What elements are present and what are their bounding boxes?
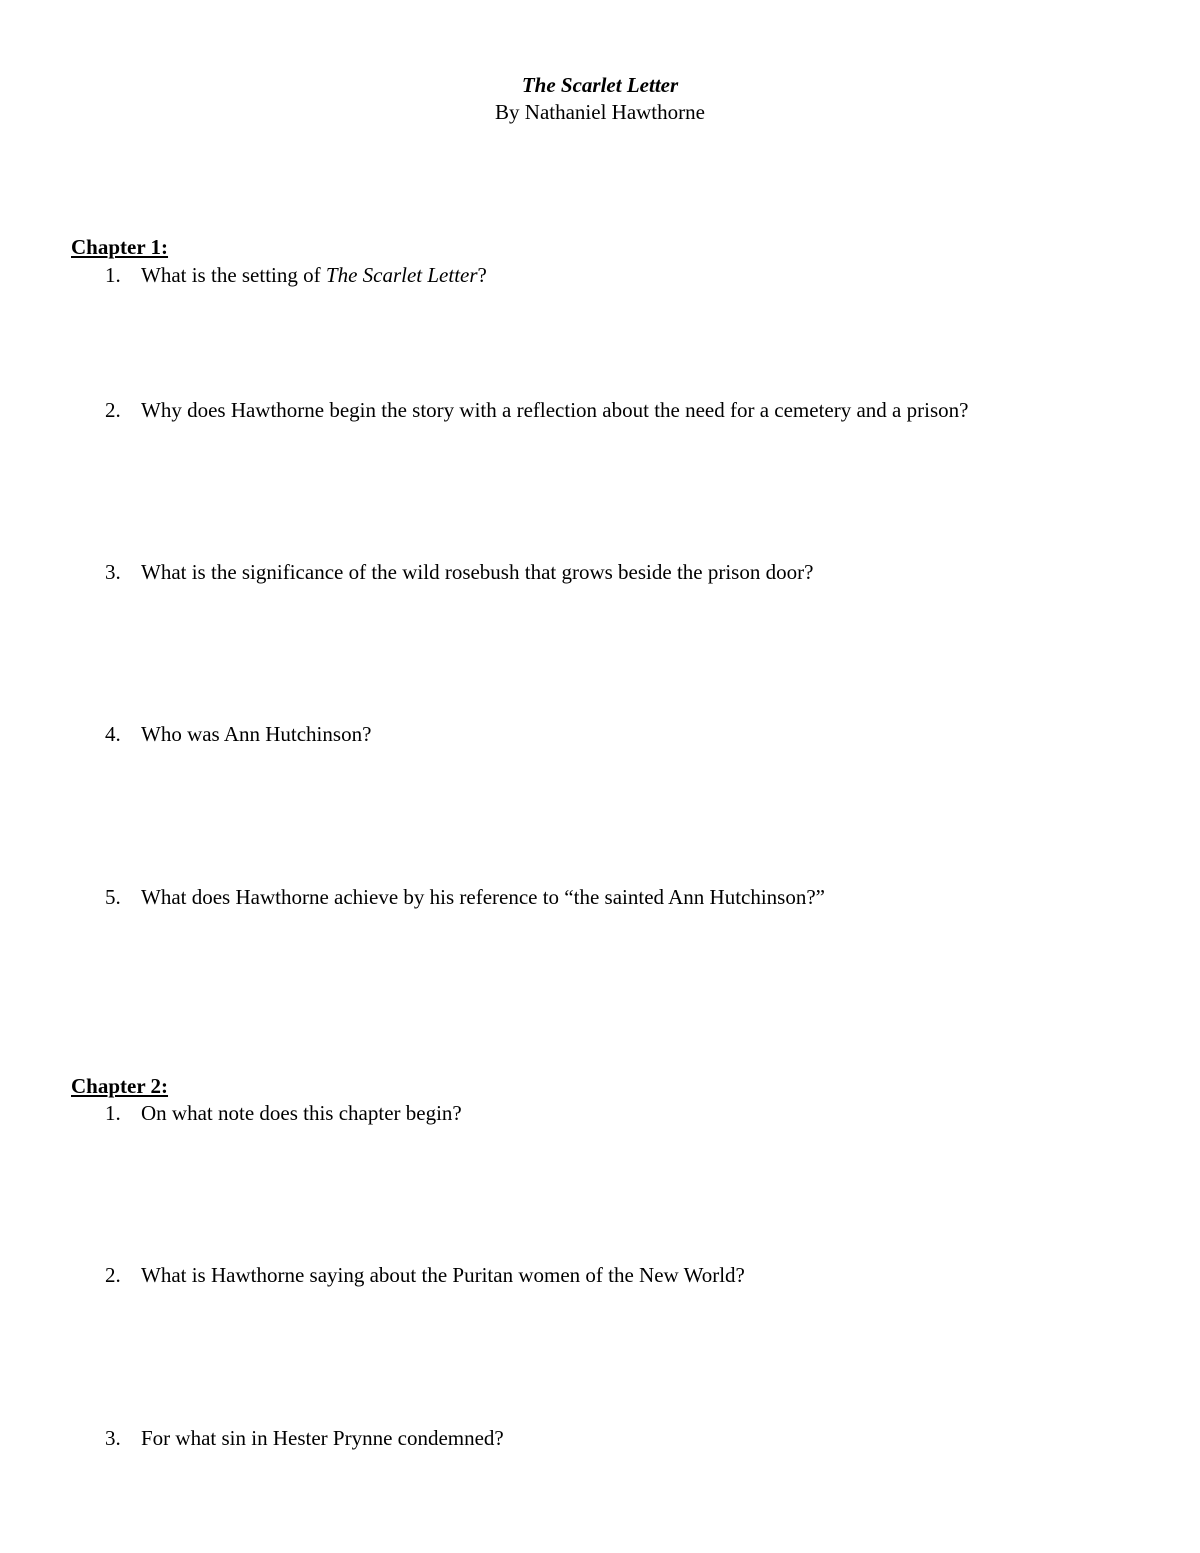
question-text: On what note does this chapter begin? bbox=[141, 1101, 462, 1125]
question-text: What is Hawthorne saying about the Puritan women of the New World? bbox=[141, 1263, 745, 1287]
question-number: 1. bbox=[105, 1101, 121, 1125]
chapter-2-heading: Chapter 2: bbox=[71, 1074, 169, 1098]
chapter-2-question-1 bbox=[105, 1100, 462, 1127]
question-text: Who was Ann Hutchinson? bbox=[141, 722, 372, 746]
question-number: 3. bbox=[105, 1426, 121, 1450]
question-number: 2. bbox=[105, 398, 121, 422]
chapter-1-question-3 bbox=[105, 559, 813, 586]
chapter-2-question-3 bbox=[105, 1425, 504, 1452]
question-number: 4. bbox=[105, 722, 121, 746]
question-text: Why does Hawthorne begin the story with a reflection about the need for a cemetery and a prison? bbox=[141, 398, 969, 422]
chapter-1-question-2 bbox=[105, 397, 968, 424]
question-number: 3. bbox=[105, 560, 121, 584]
chapter-1-question-1 bbox=[105, 262, 487, 289]
question-number: 5. bbox=[105, 885, 121, 909]
chapter-1-question-4 bbox=[105, 721, 371, 748]
question-text: What does Hawthorne achieve by his reference to “the sainted Ann Hutchinson?” bbox=[141, 885, 825, 909]
question-text-end: ? bbox=[477, 263, 487, 287]
chapter-1-question-5 bbox=[105, 884, 825, 911]
chapter-1-heading: Chapter 1: bbox=[71, 235, 169, 259]
document-author: By Nathaniel Hawthorne bbox=[495, 100, 705, 124]
book-title-italic: The Scarlet Letter bbox=[325, 263, 478, 287]
question-text: For what sin in Hester Prynne condemned? bbox=[141, 1426, 504, 1450]
document-header bbox=[0, 72, 1200, 126]
document-title: The Scarlet Letter bbox=[521, 73, 679, 97]
question-text: What is the setting of bbox=[141, 263, 326, 287]
question-text: What is the significance of the wild rosebush that grows beside the prison door? bbox=[141, 560, 814, 584]
question-number: 1. bbox=[105, 263, 121, 287]
question-number: 2. bbox=[105, 1263, 121, 1287]
chapter-2-question-2 bbox=[105, 1262, 745, 1289]
